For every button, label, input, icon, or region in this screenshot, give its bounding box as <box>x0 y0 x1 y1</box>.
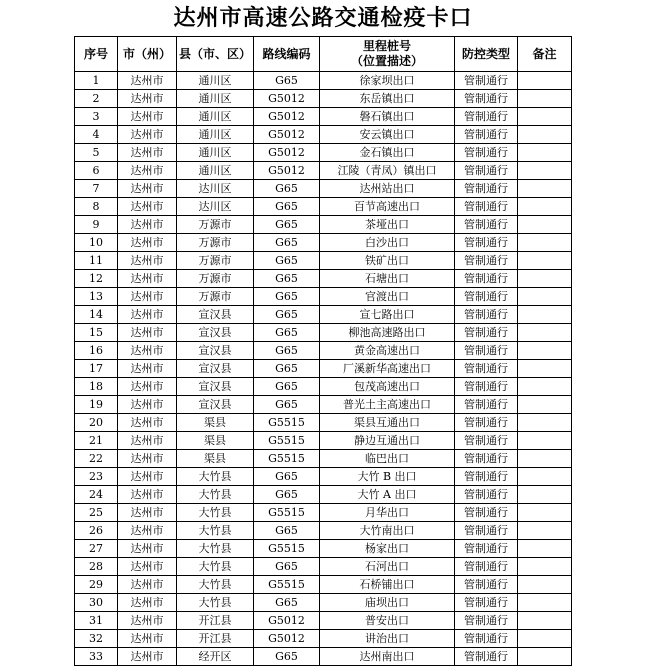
cell-location: 石河出口 <box>320 558 455 576</box>
cell-location: 东岳镇出口 <box>320 90 455 108</box>
cell-control: 管制通行 <box>455 306 518 324</box>
table-row <box>75 198 572 216</box>
cell-control: 管制通行 <box>455 360 518 378</box>
cell-city: 达州市 <box>118 108 177 126</box>
cell-city: 达州市 <box>118 144 177 162</box>
cell-remark <box>518 378 572 396</box>
cell-route: G5012 <box>254 612 320 630</box>
cell-county: 渠县 <box>177 450 254 468</box>
cell-remark <box>518 306 572 324</box>
header-no: 序号 <box>75 37 118 72</box>
cell-no: 20 <box>75 414 118 432</box>
cell-control: 管制通行 <box>455 126 518 144</box>
cell-county: 万源市 <box>177 252 254 270</box>
cell-city: 达州市 <box>118 504 177 522</box>
cell-remark <box>518 234 572 252</box>
cell-county: 大竹县 <box>177 558 254 576</box>
cell-county: 大竹县 <box>177 522 254 540</box>
cell-no: 30 <box>75 594 118 612</box>
table-row <box>75 90 572 108</box>
table-row <box>75 630 572 648</box>
table-row <box>75 648 572 666</box>
cell-control: 管制通行 <box>455 324 518 342</box>
cell-route: G65 <box>254 378 320 396</box>
cell-city: 达州市 <box>118 612 177 630</box>
cell-county: 宣汉县 <box>177 360 254 378</box>
cell-control: 管制通行 <box>455 234 518 252</box>
cell-no: 27 <box>75 540 118 558</box>
cell-county: 渠县 <box>177 414 254 432</box>
cell-location: 普光土主高速出口 <box>320 396 455 414</box>
cell-city: 达州市 <box>118 342 177 360</box>
cell-remark <box>518 468 572 486</box>
header-county: 县（市、区） <box>177 37 254 72</box>
cell-control: 管制通行 <box>455 414 518 432</box>
table-row <box>75 468 572 486</box>
cell-route: G65 <box>254 288 320 306</box>
cell-county: 万源市 <box>177 234 254 252</box>
cell-remark <box>518 360 572 378</box>
cell-route: G5012 <box>254 126 320 144</box>
cell-location: 普安出口 <box>320 612 455 630</box>
table-row <box>75 414 572 432</box>
cell-location: 包茂高速出口 <box>320 378 455 396</box>
cell-route: G5012 <box>254 144 320 162</box>
cell-remark <box>518 558 572 576</box>
cell-route: G65 <box>254 234 320 252</box>
cell-no: 3 <box>75 108 118 126</box>
cell-no: 22 <box>75 450 118 468</box>
cell-control: 管制通行 <box>455 630 518 648</box>
header-row <box>75 37 572 72</box>
cell-no: 8 <box>75 198 118 216</box>
cell-remark <box>518 630 572 648</box>
cell-no: 31 <box>75 612 118 630</box>
cell-remark <box>518 612 572 630</box>
cell-county: 宣汉县 <box>177 342 254 360</box>
cell-city: 达州市 <box>118 162 177 180</box>
table-row <box>75 504 572 522</box>
table-row <box>75 288 572 306</box>
cell-control: 管制通行 <box>455 162 518 180</box>
cell-county: 通川区 <box>177 90 254 108</box>
cell-control: 管制通行 <box>455 252 518 270</box>
table-row <box>75 180 572 198</box>
cell-control: 管制通行 <box>455 594 518 612</box>
cell-location: 厂溪新华高速出口 <box>320 360 455 378</box>
cell-location: 讲治出口 <box>320 630 455 648</box>
cell-no: 9 <box>75 216 118 234</box>
cell-city: 达州市 <box>118 216 177 234</box>
table-row <box>75 486 572 504</box>
cell-location: 江陵（青凤）镇出口 <box>320 162 455 180</box>
cell-city: 达州市 <box>118 378 177 396</box>
table-row <box>75 234 572 252</box>
cell-control: 管制通行 <box>455 504 518 522</box>
cell-no: 10 <box>75 234 118 252</box>
cell-city: 达州市 <box>118 198 177 216</box>
table-row <box>75 216 572 234</box>
table-row <box>75 72 572 90</box>
cell-control: 管制通行 <box>455 90 518 108</box>
cell-route: G65 <box>254 198 320 216</box>
cell-location: 渠县互通出口 <box>320 414 455 432</box>
cell-route: G5012 <box>254 108 320 126</box>
cell-location: 白沙出口 <box>320 234 455 252</box>
cell-location: 柳池高速路出口 <box>320 324 455 342</box>
header-route: 路线编码 <box>254 37 320 72</box>
cell-route: G5515 <box>254 576 320 594</box>
page-title: 达州市高速公路交通检疫卡口 <box>173 5 473 31</box>
cell-route: G65 <box>254 594 320 612</box>
header-mileage-line1: 里程桩号 <box>362 39 411 53</box>
cell-remark <box>518 216 572 234</box>
table-row <box>75 576 572 594</box>
table-row <box>75 558 572 576</box>
cell-no: 23 <box>75 468 118 486</box>
cell-city: 达州市 <box>118 234 177 252</box>
cell-control: 管制通行 <box>455 108 518 126</box>
cell-location: 大竹 A 出口 <box>320 486 455 504</box>
cell-city: 达州市 <box>118 522 177 540</box>
cell-county: 达川区 <box>177 180 254 198</box>
cell-city: 达州市 <box>118 324 177 342</box>
cell-no: 18 <box>75 378 118 396</box>
header-mileage <box>320 37 455 72</box>
cell-location: 庙坝出口 <box>320 594 455 612</box>
cell-remark <box>518 594 572 612</box>
cell-no: 21 <box>75 432 118 450</box>
cell-no: 29 <box>75 576 118 594</box>
cell-county: 大竹县 <box>177 540 254 558</box>
cell-city: 达州市 <box>118 486 177 504</box>
cell-remark <box>518 396 572 414</box>
cell-location: 铁矿出口 <box>320 252 455 270</box>
cell-remark <box>518 522 572 540</box>
cell-location: 大竹南出口 <box>320 522 455 540</box>
table-row <box>75 594 572 612</box>
cell-city: 达州市 <box>118 576 177 594</box>
table-row <box>75 324 572 342</box>
cell-city: 达州市 <box>118 432 177 450</box>
cell-no: 12 <box>75 270 118 288</box>
cell-county: 宣汉县 <box>177 306 254 324</box>
cell-control: 管制通行 <box>455 288 518 306</box>
table-row <box>75 432 572 450</box>
cell-control: 管制通行 <box>455 216 518 234</box>
cell-route: G65 <box>254 360 320 378</box>
cell-city: 达州市 <box>118 450 177 468</box>
cell-route: G5515 <box>254 432 320 450</box>
cell-remark <box>518 648 572 666</box>
cell-control: 管制通行 <box>455 378 518 396</box>
table-row <box>75 396 572 414</box>
cell-remark <box>518 72 572 90</box>
cell-control: 管制通行 <box>455 432 518 450</box>
cell-remark <box>518 324 572 342</box>
cell-control: 管制通行 <box>455 486 518 504</box>
cell-location: 宣七路出口 <box>320 306 455 324</box>
table-row <box>75 162 572 180</box>
cell-route: G65 <box>254 468 320 486</box>
cell-location: 百节高速出口 <box>320 198 455 216</box>
cell-city: 达州市 <box>118 252 177 270</box>
cell-location: 黄金高速出口 <box>320 342 455 360</box>
cell-location: 临巴出口 <box>320 450 455 468</box>
cell-city: 达州市 <box>118 558 177 576</box>
cell-control: 管制通行 <box>455 72 518 90</box>
cell-no: 33 <box>75 648 118 666</box>
table-row <box>75 612 572 630</box>
cell-county: 大竹县 <box>177 486 254 504</box>
checkpoint-table <box>74 36 572 666</box>
cell-county: 通川区 <box>177 144 254 162</box>
cell-city: 达州市 <box>118 396 177 414</box>
header-city: 市（州） <box>118 37 177 72</box>
cell-location: 徐家坝出口 <box>320 72 455 90</box>
cell-control: 管制通行 <box>455 450 518 468</box>
table-row <box>75 270 572 288</box>
cell-remark <box>518 90 572 108</box>
cell-county: 通川区 <box>177 72 254 90</box>
cell-remark <box>518 486 572 504</box>
cell-county: 大竹县 <box>177 468 254 486</box>
cell-no: 13 <box>75 288 118 306</box>
cell-remark <box>518 432 572 450</box>
cell-city: 达州市 <box>118 90 177 108</box>
cell-no: 4 <box>75 126 118 144</box>
cell-no: 7 <box>75 180 118 198</box>
cell-location: 石塘出口 <box>320 270 455 288</box>
cell-county: 大竹县 <box>177 576 254 594</box>
cell-county: 大竹县 <box>177 594 254 612</box>
cell-control: 管制通行 <box>455 540 518 558</box>
cell-location: 金石镇出口 <box>320 144 455 162</box>
cell-remark <box>518 180 572 198</box>
table-row <box>75 378 572 396</box>
cell-route: G65 <box>254 324 320 342</box>
cell-route: G5515 <box>254 540 320 558</box>
cell-no: 28 <box>75 558 118 576</box>
cell-no: 32 <box>75 630 118 648</box>
cell-remark <box>518 162 572 180</box>
cell-city: 达州市 <box>118 648 177 666</box>
cell-no: 16 <box>75 342 118 360</box>
cell-location: 磐石镇出口 <box>320 108 455 126</box>
cell-control: 管制通行 <box>455 270 518 288</box>
table-row <box>75 144 572 162</box>
cell-county: 通川区 <box>177 108 254 126</box>
cell-city: 达州市 <box>118 270 177 288</box>
cell-remark <box>518 288 572 306</box>
cell-control: 管制通行 <box>455 576 518 594</box>
cell-county: 通川区 <box>177 126 254 144</box>
cell-county: 宣汉县 <box>177 396 254 414</box>
cell-remark <box>518 198 572 216</box>
cell-city: 达州市 <box>118 288 177 306</box>
header-mileage-line2: （位置描述） <box>350 54 423 68</box>
cell-control: 管制通行 <box>455 144 518 162</box>
cell-remark <box>518 252 572 270</box>
cell-location: 大竹 B 出口 <box>320 468 455 486</box>
cell-remark <box>518 450 572 468</box>
header-control: 防控类型 <box>455 37 518 72</box>
cell-city: 达州市 <box>118 630 177 648</box>
cell-route: G65 <box>254 648 320 666</box>
cell-county: 达川区 <box>177 198 254 216</box>
cell-route: G65 <box>254 342 320 360</box>
cell-location: 石桥铺出口 <box>320 576 455 594</box>
cell-location: 静边互通出口 <box>320 432 455 450</box>
cell-city: 达州市 <box>118 540 177 558</box>
cell-route: G65 <box>254 522 320 540</box>
cell-remark <box>518 144 572 162</box>
cell-county: 万源市 <box>177 270 254 288</box>
cell-control: 管制通行 <box>455 612 518 630</box>
cell-no: 15 <box>75 324 118 342</box>
table-body <box>75 72 572 666</box>
cell-city: 达州市 <box>118 306 177 324</box>
cell-no: 14 <box>75 306 118 324</box>
cell-location: 杨家出口 <box>320 540 455 558</box>
cell-no: 24 <box>75 486 118 504</box>
cell-control: 管制通行 <box>455 468 518 486</box>
cell-route: G65 <box>254 180 320 198</box>
cell-location: 安云镇出口 <box>320 126 455 144</box>
table-row <box>75 342 572 360</box>
cell-route: G65 <box>254 486 320 504</box>
cell-route: G65 <box>254 558 320 576</box>
cell-route: G5012 <box>254 162 320 180</box>
cell-city: 达州市 <box>118 126 177 144</box>
cell-route: G5012 <box>254 630 320 648</box>
cell-county: 万源市 <box>177 216 254 234</box>
cell-no: 26 <box>75 522 118 540</box>
cell-route: G65 <box>254 306 320 324</box>
cell-route: G65 <box>254 216 320 234</box>
cell-route: G65 <box>254 72 320 90</box>
cell-remark <box>518 126 572 144</box>
cell-city: 达州市 <box>118 360 177 378</box>
cell-city: 达州市 <box>118 414 177 432</box>
cell-route: G65 <box>254 270 320 288</box>
cell-remark <box>518 576 572 594</box>
table-row <box>75 108 572 126</box>
cell-location: 茶垭出口 <box>320 216 455 234</box>
cell-city: 达州市 <box>118 594 177 612</box>
table-row <box>75 522 572 540</box>
cell-route: G65 <box>254 396 320 414</box>
cell-no: 2 <box>75 90 118 108</box>
cell-no: 11 <box>75 252 118 270</box>
cell-location: 官渡出口 <box>320 288 455 306</box>
cell-remark <box>518 504 572 522</box>
cell-control: 管制通行 <box>455 198 518 216</box>
cell-location: 月华出口 <box>320 504 455 522</box>
cell-route: G5515 <box>254 504 320 522</box>
cell-control: 管制通行 <box>455 522 518 540</box>
cell-remark <box>518 342 572 360</box>
cell-control: 管制通行 <box>455 396 518 414</box>
cell-county: 宣汉县 <box>177 324 254 342</box>
header-remark: 备注 <box>518 37 572 72</box>
cell-no: 6 <box>75 162 118 180</box>
table-row <box>75 306 572 324</box>
table-row <box>75 360 572 378</box>
cell-city: 达州市 <box>118 72 177 90</box>
cell-route: G5515 <box>254 450 320 468</box>
cell-control: 管制通行 <box>455 558 518 576</box>
table-row <box>75 126 572 144</box>
cell-city: 达州市 <box>118 468 177 486</box>
table-row <box>75 540 572 558</box>
cell-control: 管制通行 <box>455 342 518 360</box>
cell-remark <box>518 270 572 288</box>
cell-location: 达州站出口 <box>320 180 455 198</box>
cell-control: 管制通行 <box>455 648 518 666</box>
cell-route: G65 <box>254 252 320 270</box>
table-row <box>75 252 572 270</box>
cell-location: 达州南出口 <box>320 648 455 666</box>
cell-remark <box>518 540 572 558</box>
cell-county: 宣汉县 <box>177 378 254 396</box>
cell-county: 大竹县 <box>177 504 254 522</box>
cell-route: G5012 <box>254 90 320 108</box>
cell-county: 开江县 <box>177 630 254 648</box>
table-row <box>75 450 572 468</box>
cell-county: 万源市 <box>177 288 254 306</box>
cell-county: 渠县 <box>177 432 254 450</box>
cell-no: 1 <box>75 72 118 90</box>
cell-no: 25 <box>75 504 118 522</box>
cell-county: 开江县 <box>177 612 254 630</box>
cell-route: G5515 <box>254 414 320 432</box>
cell-control: 管制通行 <box>455 180 518 198</box>
cell-county: 经开区 <box>177 648 254 666</box>
cell-city: 达州市 <box>118 180 177 198</box>
cell-county: 通川区 <box>177 162 254 180</box>
cell-no: 19 <box>75 396 118 414</box>
cell-remark <box>518 108 572 126</box>
cell-no: 5 <box>75 144 118 162</box>
cell-remark <box>518 414 572 432</box>
cell-no: 17 <box>75 360 118 378</box>
